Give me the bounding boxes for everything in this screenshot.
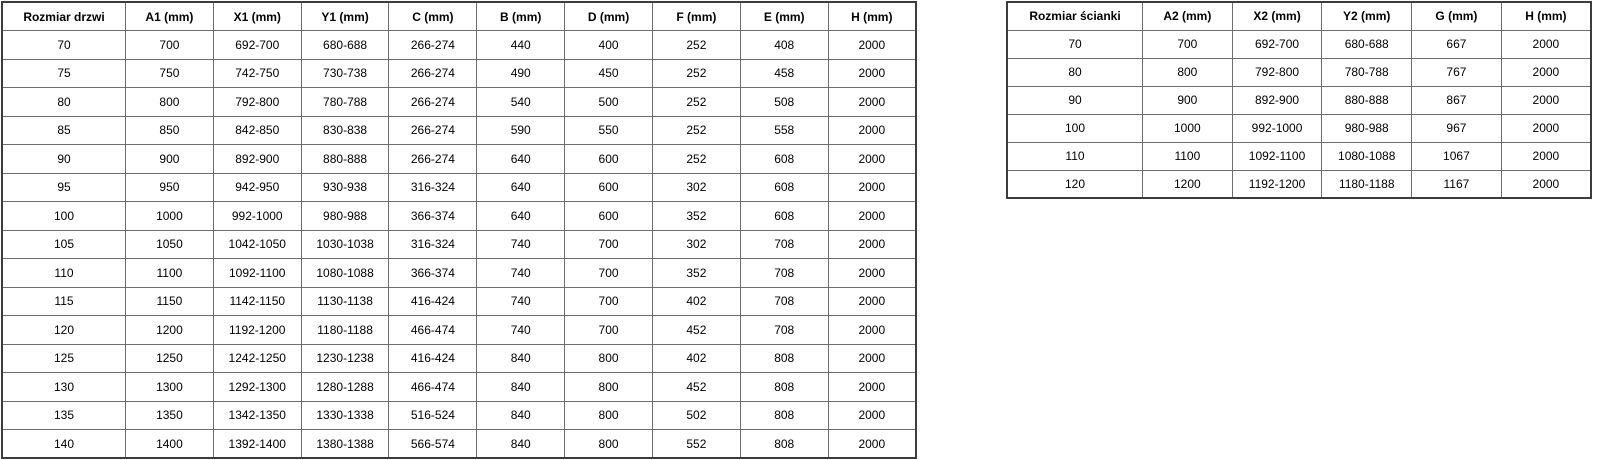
table-cell: 135 xyxy=(2,401,126,430)
table-cell: 552 xyxy=(652,430,740,459)
column-header: D (mm) xyxy=(565,2,653,31)
table-cell: 1342-1350 xyxy=(213,401,301,430)
table-cell: 708 xyxy=(740,259,828,288)
table-cell: 900 xyxy=(126,145,214,174)
table-cell: 808 xyxy=(740,344,828,373)
table-cell: 1130-1138 xyxy=(301,287,389,316)
column-header: Y2 (mm) xyxy=(1322,2,1412,30)
table-cell: 800 xyxy=(565,430,653,459)
table-cell: 900 xyxy=(1143,86,1233,114)
table-cell: 792-800 xyxy=(1232,58,1322,86)
table-cell: 125 xyxy=(2,344,126,373)
table-row xyxy=(2,373,916,402)
table-row xyxy=(2,430,916,459)
table-cell: 608 xyxy=(740,173,828,202)
table-cell: 800 xyxy=(1143,58,1233,86)
table-cell: 1080-1088 xyxy=(301,259,389,288)
table-cell: 590 xyxy=(477,116,565,145)
table-row xyxy=(2,88,916,117)
table-cell: 892-900 xyxy=(1232,86,1322,114)
table-row xyxy=(1007,170,1591,198)
table-cell: 850 xyxy=(126,116,214,145)
table-cell: 1192-1200 xyxy=(1232,170,1322,198)
table-cell: 780-788 xyxy=(301,88,389,117)
table-cell: 800 xyxy=(565,344,653,373)
table-cell: 120 xyxy=(1007,170,1143,198)
column-header: X1 (mm) xyxy=(213,2,301,31)
table-cell: 400 xyxy=(565,31,653,60)
table-cell: 1392-1400 xyxy=(213,430,301,459)
table-cell: 2000 xyxy=(828,31,916,60)
table-cell: 440 xyxy=(477,31,565,60)
table-cell: 1242-1250 xyxy=(213,344,301,373)
table-cell: 942-950 xyxy=(213,173,301,202)
table-cell: 2000 xyxy=(828,145,916,174)
column-header: F (mm) xyxy=(652,2,740,31)
table-cell: 130 xyxy=(2,373,126,402)
table-cell: 1180-1188 xyxy=(301,316,389,345)
table-cell: 700 xyxy=(565,259,653,288)
table-cell: 566-574 xyxy=(389,430,477,459)
table-cell: 730-738 xyxy=(301,59,389,88)
table-cell: 708 xyxy=(740,287,828,316)
table-cell: 2000 xyxy=(828,373,916,402)
column-header: E (mm) xyxy=(740,2,828,31)
table-cell: 508 xyxy=(740,88,828,117)
table-cell: 1250 xyxy=(126,344,214,373)
table-row xyxy=(2,202,916,231)
column-header: C (mm) xyxy=(389,2,477,31)
table-cell: 316-324 xyxy=(389,230,477,259)
table-cell: 416-424 xyxy=(389,344,477,373)
table-cell: 740 xyxy=(477,316,565,345)
wall-table-header-row xyxy=(1007,2,1591,30)
table-cell: 2000 xyxy=(1501,86,1591,114)
column-header: Rozmiar ścianki xyxy=(1007,2,1143,30)
table-cell: 880-888 xyxy=(301,145,389,174)
table-cell: 2000 xyxy=(828,287,916,316)
table-row xyxy=(1007,114,1591,142)
table-cell: 750 xyxy=(126,59,214,88)
table-cell: 1192-1200 xyxy=(213,316,301,345)
table-cell: 2000 xyxy=(1501,142,1591,170)
table-cell: 466-474 xyxy=(389,316,477,345)
table-cell: 90 xyxy=(1007,86,1143,114)
table-cell: 2000 xyxy=(1501,170,1591,198)
table-cell: 266-274 xyxy=(389,31,477,60)
table-cell: 352 xyxy=(652,202,740,231)
table-cell: 1200 xyxy=(1143,170,1233,198)
table-row xyxy=(2,316,916,345)
table-cell: 1150 xyxy=(126,287,214,316)
door-size-table xyxy=(1,1,917,459)
table-cell: 830-838 xyxy=(301,116,389,145)
table-cell: 458 xyxy=(740,59,828,88)
table-cell: 1200 xyxy=(126,316,214,345)
table-cell: 608 xyxy=(740,202,828,231)
table-cell: 708 xyxy=(740,316,828,345)
table-cell: 416-424 xyxy=(389,287,477,316)
table-cell: 500 xyxy=(565,88,653,117)
column-header: Y1 (mm) xyxy=(301,2,389,31)
table-cell: 502 xyxy=(652,401,740,430)
table-cell: 1042-1050 xyxy=(213,230,301,259)
table-cell: 880-888 xyxy=(1322,86,1412,114)
table-cell: 366-374 xyxy=(389,202,477,231)
table-cell: 1380-1388 xyxy=(301,430,389,459)
table-cell: 100 xyxy=(1007,114,1143,142)
table-cell: 80 xyxy=(2,88,126,117)
table-cell: 316-324 xyxy=(389,173,477,202)
column-header: A2 (mm) xyxy=(1143,2,1233,30)
table-cell: 352 xyxy=(652,259,740,288)
table-cell: 490 xyxy=(477,59,565,88)
table-cell: 700 xyxy=(565,230,653,259)
table-cell: 692-700 xyxy=(1232,30,1322,58)
table-cell: 2000 xyxy=(828,430,916,459)
table-cell: 2000 xyxy=(828,202,916,231)
table-cell: 708 xyxy=(740,230,828,259)
table-cell: 1280-1288 xyxy=(301,373,389,402)
table-cell: 980-988 xyxy=(1322,114,1412,142)
table-cell: 2000 xyxy=(828,344,916,373)
table-cell: 252 xyxy=(652,88,740,117)
table-cell: 700 xyxy=(565,287,653,316)
table-cell: 2000 xyxy=(828,173,916,202)
table-cell: 800 xyxy=(565,373,653,402)
table-cell: 75 xyxy=(2,59,126,88)
table-cell: 2000 xyxy=(828,59,916,88)
table-cell: 1167 xyxy=(1412,170,1502,198)
table-row xyxy=(2,173,916,202)
table-cell: 302 xyxy=(652,230,740,259)
table-cell: 600 xyxy=(565,202,653,231)
column-header: G (mm) xyxy=(1412,2,1502,30)
table-cell: 2000 xyxy=(1501,30,1591,58)
table-cell: 2000 xyxy=(828,88,916,117)
table-row xyxy=(1007,142,1591,170)
table-cell: 2000 xyxy=(828,116,916,145)
table-cell: 808 xyxy=(740,401,828,430)
table-cell: 1180-1188 xyxy=(1322,170,1412,198)
table-cell: 2000 xyxy=(828,316,916,345)
table-cell: 967 xyxy=(1412,114,1502,142)
table-cell: 1092-1100 xyxy=(213,259,301,288)
table-cell: 930-938 xyxy=(301,173,389,202)
table-cell: 70 xyxy=(1007,30,1143,58)
table-cell: 1000 xyxy=(1143,114,1233,142)
table-cell: 110 xyxy=(2,259,126,288)
table-cell: 1000 xyxy=(126,202,214,231)
table-cell: 366-374 xyxy=(389,259,477,288)
table-row xyxy=(2,230,916,259)
column-header: B (mm) xyxy=(477,2,565,31)
table-cell: 2000 xyxy=(1501,58,1591,86)
table-cell: 402 xyxy=(652,344,740,373)
table-cell: 95 xyxy=(2,173,126,202)
table-cell: 808 xyxy=(740,430,828,459)
table-cell: 266-274 xyxy=(389,145,477,174)
table-cell: 105 xyxy=(2,230,126,259)
table-row xyxy=(2,31,916,60)
table-cell: 840 xyxy=(477,430,565,459)
table-cell: 842-850 xyxy=(213,116,301,145)
table-row xyxy=(2,287,916,316)
table-cell: 1292-1300 xyxy=(213,373,301,402)
table-cell: 1030-1038 xyxy=(301,230,389,259)
table-cell: 700 xyxy=(565,316,653,345)
table-cell: 408 xyxy=(740,31,828,60)
table-row xyxy=(2,116,916,145)
table-cell: 680-688 xyxy=(1322,30,1412,58)
table-cell: 402 xyxy=(652,287,740,316)
table-cell: 800 xyxy=(126,88,214,117)
table-cell: 608 xyxy=(740,145,828,174)
table-cell: 780-788 xyxy=(1322,58,1412,86)
table-cell: 100 xyxy=(2,202,126,231)
table-row xyxy=(2,59,916,88)
table-cell: 892-900 xyxy=(213,145,301,174)
column-header: H (mm) xyxy=(1501,2,1591,30)
table-cell: 1400 xyxy=(126,430,214,459)
table-cell: 1080-1088 xyxy=(1322,142,1412,170)
table-cell: 115 xyxy=(2,287,126,316)
table-cell: 252 xyxy=(652,116,740,145)
table-cell: 140 xyxy=(2,430,126,459)
table-cell: 1092-1100 xyxy=(1232,142,1322,170)
table-cell: 80 xyxy=(1007,58,1143,86)
table-row xyxy=(2,344,916,373)
table-cell: 640 xyxy=(477,145,565,174)
table-cell: 1100 xyxy=(126,259,214,288)
table-cell: 640 xyxy=(477,173,565,202)
table-row xyxy=(2,401,916,430)
table-cell: 640 xyxy=(477,202,565,231)
table-cell: 70 xyxy=(2,31,126,60)
table-cell: 992-1000 xyxy=(213,202,301,231)
door-table-header-row xyxy=(2,2,916,31)
table-cell: 302 xyxy=(652,173,740,202)
table-cell: 2000 xyxy=(828,230,916,259)
table-cell: 266-274 xyxy=(389,116,477,145)
table-cell: 516-524 xyxy=(389,401,477,430)
table-cell: 740 xyxy=(477,287,565,316)
table-cell: 558 xyxy=(740,116,828,145)
table-cell: 85 xyxy=(2,116,126,145)
table-cell: 1067 xyxy=(1412,142,1502,170)
table-cell: 800 xyxy=(565,401,653,430)
table-cell: 950 xyxy=(126,173,214,202)
wall-size-table xyxy=(1006,1,1592,199)
table-cell: 452 xyxy=(652,373,740,402)
column-header: Rozmiar drzwi xyxy=(2,2,126,31)
table-cell: 252 xyxy=(652,31,740,60)
table-cell: 110 xyxy=(1007,142,1143,170)
table-cell: 1230-1238 xyxy=(301,344,389,373)
table-cell: 266-274 xyxy=(389,88,477,117)
table-row xyxy=(1007,86,1591,114)
table-cell: 980-988 xyxy=(301,202,389,231)
table-row xyxy=(2,145,916,174)
table-cell: 466-474 xyxy=(389,373,477,402)
table-cell: 692-700 xyxy=(213,31,301,60)
table-cell: 740 xyxy=(477,230,565,259)
table-cell: 1050 xyxy=(126,230,214,259)
table-row xyxy=(1007,30,1591,58)
table-cell: 1330-1338 xyxy=(301,401,389,430)
table-cell: 600 xyxy=(565,173,653,202)
table-cell: 550 xyxy=(565,116,653,145)
table-cell: 767 xyxy=(1412,58,1502,86)
table-cell: 450 xyxy=(565,59,653,88)
table-cell: 840 xyxy=(477,373,565,402)
table-cell: 840 xyxy=(477,344,565,373)
table-cell: 1142-1150 xyxy=(213,287,301,316)
table-cell: 700 xyxy=(126,31,214,60)
table-cell: 792-800 xyxy=(213,88,301,117)
table-cell: 90 xyxy=(2,145,126,174)
table-cell: 252 xyxy=(652,59,740,88)
table-cell: 452 xyxy=(652,316,740,345)
column-header: X2 (mm) xyxy=(1232,2,1322,30)
table-cell: 867 xyxy=(1412,86,1502,114)
table-cell: 742-750 xyxy=(213,59,301,88)
table-cell: 2000 xyxy=(1501,114,1591,142)
table-cell: 252 xyxy=(652,145,740,174)
table-cell: 840 xyxy=(477,401,565,430)
table-cell: 700 xyxy=(1143,30,1233,58)
table-row xyxy=(1007,58,1591,86)
table-cell: 1100 xyxy=(1143,142,1233,170)
table-cell: 120 xyxy=(2,316,126,345)
table-cell: 540 xyxy=(477,88,565,117)
table-cell: 808 xyxy=(740,373,828,402)
table-row xyxy=(2,259,916,288)
table-cell: 667 xyxy=(1412,30,1502,58)
column-header: A1 (mm) xyxy=(126,2,214,31)
table-cell: 992-1000 xyxy=(1232,114,1322,142)
table-cell: 266-274 xyxy=(389,59,477,88)
table-cell: 1300 xyxy=(126,373,214,402)
table-cell: 600 xyxy=(565,145,653,174)
table-cell: 2000 xyxy=(828,401,916,430)
table-cell: 680-688 xyxy=(301,31,389,60)
column-header: H (mm) xyxy=(828,2,916,31)
table-cell: 1350 xyxy=(126,401,214,430)
table-cell: 2000 xyxy=(828,259,916,288)
table-cell: 740 xyxy=(477,259,565,288)
